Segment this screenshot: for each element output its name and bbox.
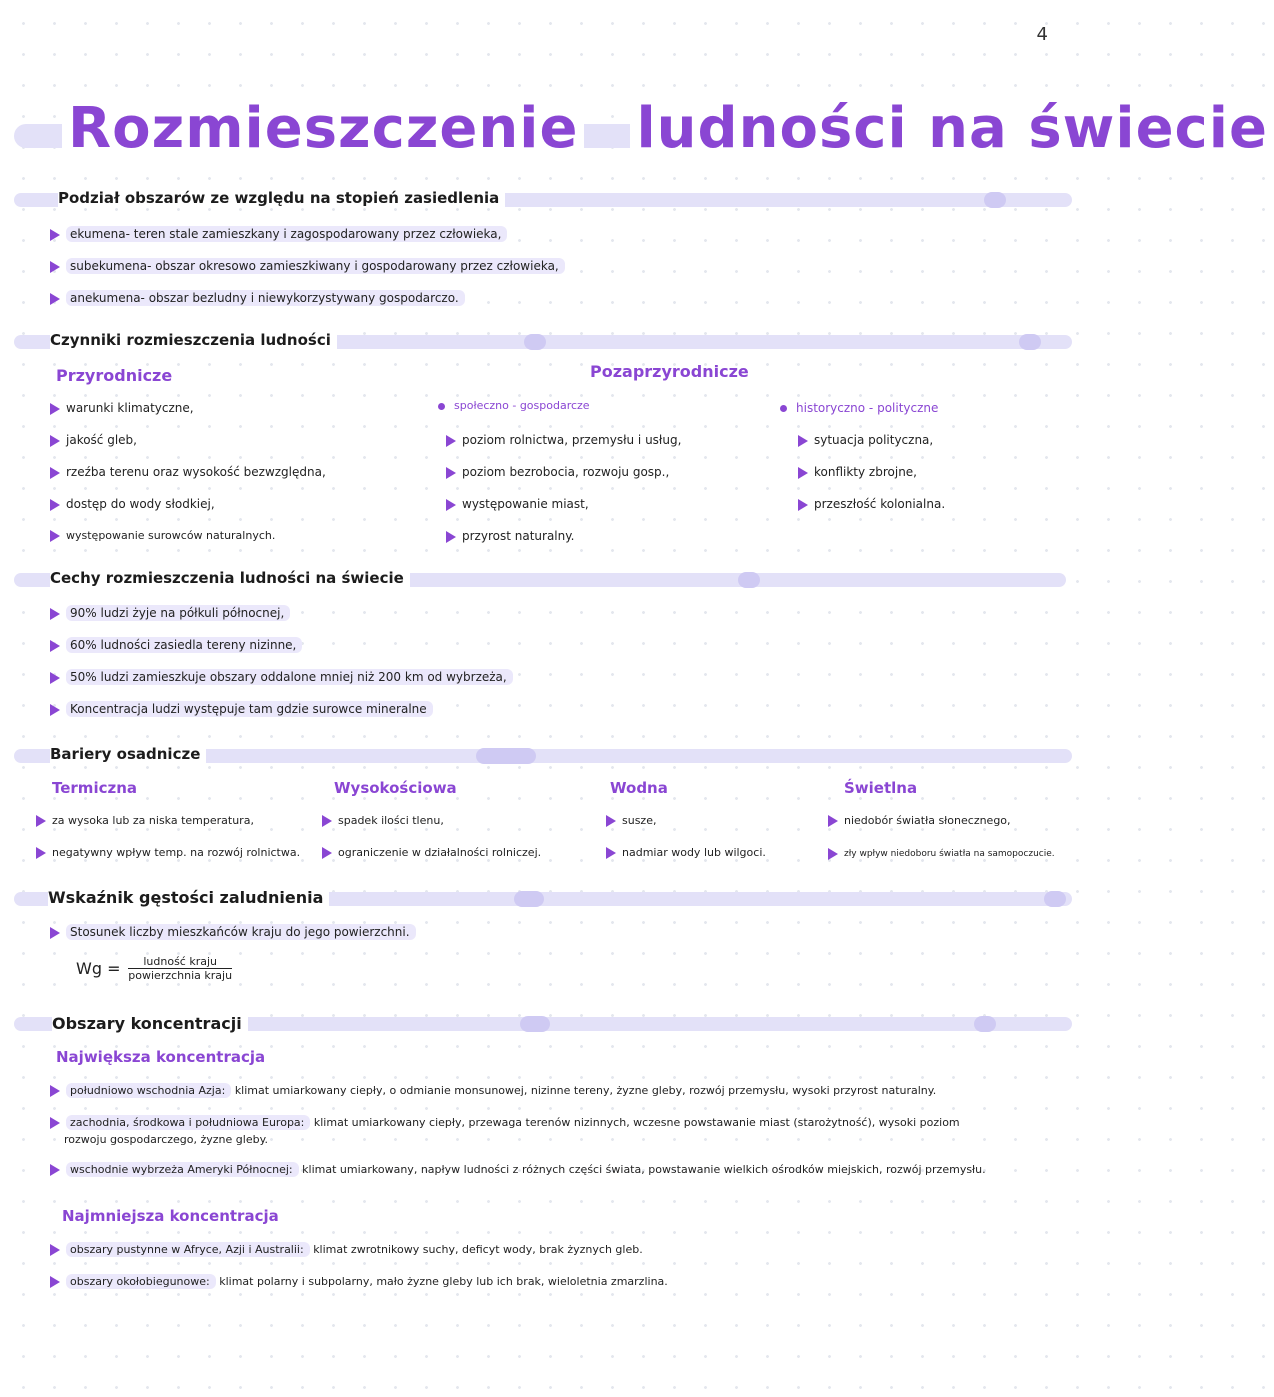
list-item: nadmiar wody lub wilgoci. — [606, 845, 766, 861]
bullet-triangle-icon — [322, 847, 332, 859]
section-heading-obszary: Obszary koncentracji — [52, 1014, 248, 1033]
bullet-triangle-icon — [446, 499, 456, 511]
list-item: konflikty zbrojne, — [798, 464, 917, 480]
formula-lhs: Wg = — [76, 959, 121, 978]
formula-denominator: powierzchnia kraju — [128, 969, 233, 982]
title-part-2: ludności na świecie — [630, 96, 1273, 161]
list-item: Koncentracja ludzi występuje tam gdzie surowce mineralne — [50, 701, 433, 717]
section-heading-bariery: Bariery osadnicze — [50, 745, 206, 763]
density-formula — [76, 955, 232, 982]
subheading-pozaprzyrodnicze: Pozaprzyrodnicze — [590, 362, 749, 381]
section-heading-cechy: Cechy rozmieszczenia ludności na świecie — [50, 569, 410, 587]
list-item: ekumena- teren stale zamieszkany i zagospodarowany przez człowieka, — [50, 226, 507, 242]
list-item: anekumena- obszar bezludny i niewykorzystywany gospodarczo. — [50, 290, 465, 306]
bullet-triangle-icon — [50, 229, 60, 241]
list-item: niedobór światła słonecznego, — [828, 813, 1011, 829]
subheading-bariera-swietlna: Świetlna — [844, 779, 918, 797]
bullet-triangle-icon — [50, 467, 60, 479]
section-heading-wskaznik: Wskaźnik gęstości zaludnienia — [48, 888, 329, 907]
list-item: warunki klimatyczne, — [50, 400, 194, 416]
page-number: 4 — [1036, 24, 1048, 45]
list-item: wschodnie wybrzeża Ameryki Północnej: klimat umiarkowany, napływ ludności z różnych części świata, powstawanie wielkich ośrodków miejskich, rozwój przemysłu. — [50, 1162, 986, 1178]
list-item: obszary okołobiegunowe: klimat polarny i subpolarny, mało żyzne gleby lub ich brak, wieloletnia zmarzlina. — [50, 1274, 668, 1290]
list-item: dostęp do wody słodkiej, — [50, 496, 215, 512]
list-item: rzeźba terenu oraz wysokość bezwzględna, — [50, 464, 326, 480]
list-item: 50% ludzi zamieszkuje obszary oddalone mniej niż 200 km od wybrzeża, — [50, 669, 513, 685]
list-item: 60% ludności zasiedla tereny nizinne, — [50, 637, 302, 653]
page-title — [62, 96, 1268, 176]
section-heading-podzial: Podział obszarów ze względu na stopień zasiedlenia — [58, 189, 505, 207]
bullet-triangle-icon — [828, 815, 838, 827]
list-item: susze, — [606, 813, 656, 829]
bullet-triangle-icon — [798, 435, 808, 447]
bullet-triangle-icon — [798, 499, 808, 511]
bullet-triangle-icon — [50, 927, 60, 939]
subheading-przyrodnicze: Przyrodnicze — [56, 366, 173, 385]
bullet-triangle-icon — [50, 403, 60, 415]
list-item: występowanie miast, — [446, 496, 589, 512]
list-item: poziom bezrobocia, rozwoju gosp., — [446, 464, 669, 480]
subheading-bariera-termiczna: Termiczna — [52, 779, 138, 797]
list-item: sytuacja polityczna, — [798, 432, 933, 448]
bullet-triangle-icon — [50, 261, 60, 273]
bullet-triangle-icon — [50, 704, 60, 716]
list-item: jakość gleb, — [50, 432, 137, 448]
bullet-triangle-icon — [50, 293, 60, 305]
bullet-triangle-icon — [50, 435, 60, 447]
list-item: przyrost naturalny. — [446, 528, 574, 544]
bullet-triangle-icon — [322, 815, 332, 827]
bullet-triangle-icon — [50, 1276, 60, 1288]
list-item-continuation: rozwoju gospodarczego, żyzne gleby. — [64, 1133, 269, 1146]
bullet-triangle-icon — [50, 499, 60, 511]
list-item: południowo wschodnia Azja: klimat umiarkowany ciepły, o odmianie monsunowej, nizinne tereny, żyzne gleby, rozwój przemysłu, wysoki przyrost naturalny. — [50, 1083, 936, 1099]
bullet-triangle-icon — [606, 815, 616, 827]
bullet-triangle-icon — [50, 1085, 60, 1097]
bullet-triangle-icon — [36, 847, 46, 859]
bullet-triangle-icon — [50, 640, 60, 652]
formula-numerator: ludność kraju — [128, 955, 232, 969]
list-item: subekumena- obszar okresowo zamieszkiwany i gospodarowany przez człowieka, — [50, 258, 565, 274]
bullet-triangle-icon — [36, 815, 46, 827]
section-heading-czynniki: Czynniki rozmieszczenia ludności — [50, 331, 337, 349]
subheading-bariera-wysokosciowa: Wysokościowa — [334, 779, 457, 797]
bullet-triangle-icon — [50, 1164, 60, 1176]
list-item: przeszłość kolonialna. — [798, 496, 945, 512]
bullet-triangle-icon — [798, 467, 808, 479]
list-item: negatywny wpływ temp. na rozwój rolnictwa. — [36, 845, 300, 861]
list-item: ograniczenie w działalności rolniczej. — [322, 845, 541, 861]
subheading-najwieksza: Największa koncentracja — [56, 1048, 266, 1066]
list-item: za wysoka lub za niska temperatura, — [36, 813, 254, 829]
bullet-triangle-icon — [446, 467, 456, 479]
bullet-dot-icon — [780, 405, 787, 412]
bullet-dot-icon — [438, 403, 445, 410]
list-item: społeczno - gospodarcze — [438, 398, 590, 414]
list-item: zły wpływ niedoboru światła na samopoczucie. — [828, 846, 1055, 862]
list-item: 90% ludzi żyje na półkuli północnej, — [50, 605, 290, 621]
list-item: występowanie surowców naturalnych. — [50, 528, 275, 544]
subheading-bariera-wodna: Wodna — [610, 779, 668, 797]
bullet-triangle-icon — [50, 1117, 60, 1129]
list-item: spadek ilości tlenu, — [322, 813, 444, 829]
bullet-triangle-icon — [446, 435, 456, 447]
bullet-triangle-icon — [50, 1244, 60, 1256]
bullet-triangle-icon — [50, 672, 60, 684]
list-item: obszary pustynne w Afryce, Azji i Australii: klimat zwrotnikowy suchy, deficyt wody, brak żyznych gleb. — [50, 1242, 643, 1258]
list-item: zachodnia, środkowa i południowa Europa: klimat umiarkowany ciepły, przewaga terenów nizinnych, wczesne powstawanie miast (starożytność), wysoki poziom — [50, 1115, 960, 1131]
bullet-triangle-icon — [446, 531, 456, 543]
list-item: poziom rolnictwa, przemysłu i usług, — [446, 432, 681, 448]
bullet-triangle-icon — [50, 608, 60, 620]
bullet-triangle-icon — [828, 848, 838, 860]
title-part-1: Rozmieszczenie — [62, 96, 584, 161]
subheading-najmniejsza: Najmniejsza koncentracja — [62, 1207, 279, 1225]
bullet-triangle-icon — [50, 530, 60, 542]
bullet-triangle-icon — [606, 847, 616, 859]
list-item: historyczno - polityczne — [780, 400, 938, 416]
list-item: Stosunek liczby mieszkańców kraju do jego powierzchni. — [50, 924, 416, 940]
